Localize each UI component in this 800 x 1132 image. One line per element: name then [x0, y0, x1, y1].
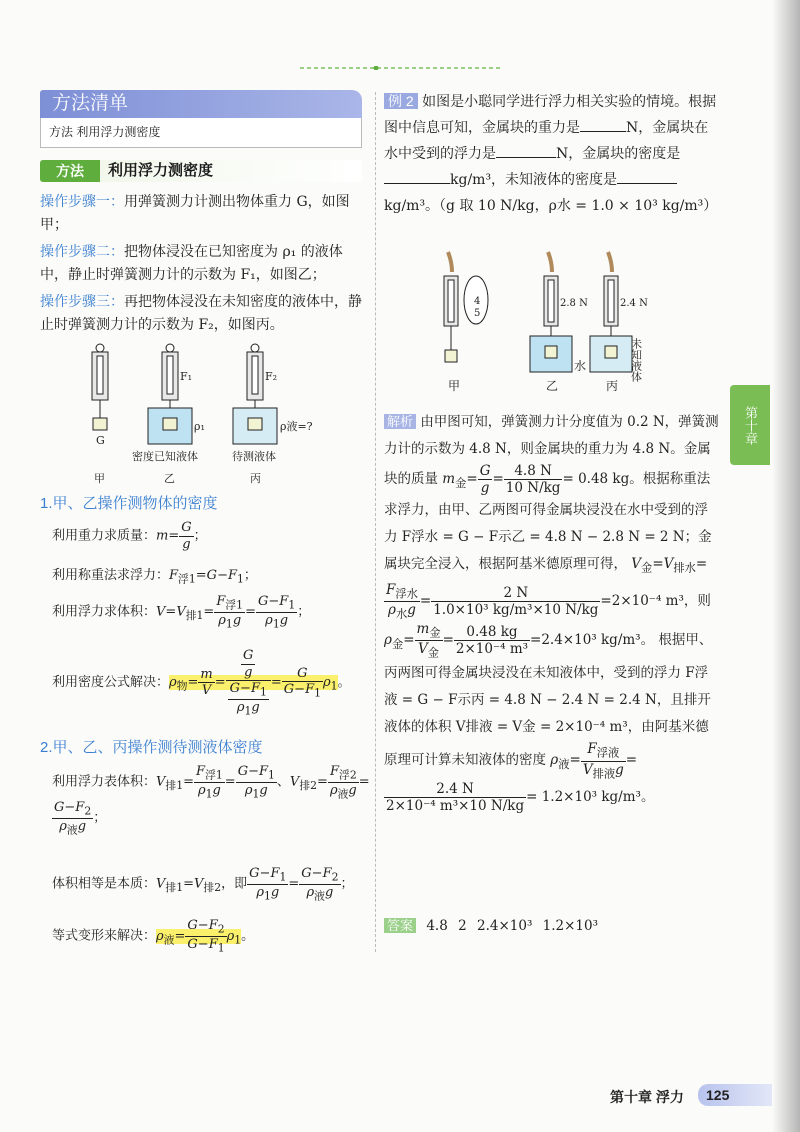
column-divider [375, 92, 376, 952]
formula-label: 利用称重法求浮力： [52, 568, 170, 583]
tick-5: 5 [474, 308, 481, 319]
question-text: 如图是小聪同学进行浮力相关实验的情境。根据图中信息可知，金属块的重力是 [384, 94, 717, 136]
analysis-tag: 解析 [384, 414, 416, 429]
scale-jia-right [444, 252, 488, 362]
formula-liquid-density: 等式变形来解决：$\rho_液=$ $\frac{G-F_2}{G-F_1}$ $\rho_1$。 [52, 918, 255, 955]
formula-label: 利用重力求质量： [52, 528, 157, 544]
analysis-text: = 1.2×10³ kg/m³。 [526, 788, 655, 805]
blank [496, 157, 556, 158]
formula-equal-volume: 体积相等是本质：$V_{排1}=V_{排2}$，即 $\frac{G-F_1}{\rho_1g}$ = $\frac{G-F_2}{\rho_液g}$ ； [52, 866, 354, 903]
label-F1: F₁ [180, 370, 193, 383]
step-2 [40, 240, 366, 287]
example-tag: 例 2 [384, 93, 418, 109]
top-dots-decoration [300, 66, 500, 70]
caption-known-liquid: 密度已知液体 [132, 450, 198, 463]
name-yi: 乙 [164, 472, 175, 485]
section-title: 方法清单 [40, 90, 362, 118]
sub2-title: 2.甲、乙、丙操作测待测液体密度 [40, 739, 263, 756]
name-jia-right: 甲 [448, 379, 461, 393]
blank [617, 183, 677, 184]
caption-test-liquid: 待测液体 [232, 450, 276, 463]
step-1 [40, 190, 366, 237]
answer-1: 4.8 [426, 918, 448, 934]
scale-bing-right [590, 252, 632, 372]
formula-label: 利用浮力表体积： [52, 774, 157, 790]
scale-jia [92, 344, 108, 430]
right-figure [430, 250, 670, 400]
answer-3: 2.4×10³ [476, 918, 533, 934]
reading-bing: 2.4 N [620, 298, 648, 309]
analysis-block: 解析 由甲图可知，弹簧测力计分度值为 0.2 N，弹簧测力计的示数为 4.8 N，则金属块的重力为 4.8 N。金属块的质量 $m_金=$ $\frac{G}{g}$ = $\frac{4.8 N}{10 N/kg}$ = 0.48 kg。根据称重法求浮力，由甲、乙两图可得金属块浸没在水中受到的浮力 F浮水 = G − F示乙 = 4.8 N − 2.8 N = 2 N；金属块完全浸入，根据阿基米德原理可得， $V_金=V_{排水}=$ $\frac{F_{浮水}}{\rho_水g}$ = $\frac{2 N}{\text{1.0×10³ kg/m³×10 N/kg}}$ =2×10⁻⁴ m³，则 $\rho_金=$ $\frac{m_金}{V_金}$ = $\frac{0.48 kg}{\text{2×10⁻⁴ m³}}$ =2.4×10³ kg/m³。 根据甲、丙两图可得金属块浸没在未知液体中，受到的浮力 F浮液 = G − F示丙 = 4.8 N − 2.4 N = 2.4 N，且排开液体的体积 V排液 = V金 = 2×10⁻⁴ m³，由阿基米德原理可计算未知液体的密度 $\rho_液=$ $\frac{F_{浮液}}{V_{排液}g}$ = $\frac{2.4 N}{\text{2×10⁻⁴ m³×10 N/kg}}$ = 1.2×10³ kg/m³。 [384, 414, 719, 814]
blank [580, 131, 626, 132]
footer-chapter: 第十章 浮力 [610, 1089, 684, 1105]
answer-tag: 答案 [384, 918, 416, 933]
left-figure [60, 340, 360, 490]
step-label: 操作步骤一： [40, 193, 124, 209]
step-label: 操作步骤二： [40, 243, 124, 259]
analysis-text: 0.48 kg。根据称重法求浮力，由甲、乙两图可得金属块浸没在水中受到的浮力 F浮水 = G − F示乙 = 4.8 N − 2.8 N = 2 N；金属块完全浸入，根据阿基米德原理可得， [384, 471, 712, 572]
example-question [384, 88, 720, 219]
formula-label: 体积相等是本质： [52, 876, 157, 892]
question-text: N，金属块在水中受到的浮力是 [384, 120, 709, 162]
step-text: 把物体浸没在已知密度为 ρ₁ 的液体中，静止时弹簧测力计的示数为 F₁，如图乙； [40, 244, 343, 283]
question-text: kg/m³。（g 取 10 N/kg，ρ水 = 1.0 × 10³ kg/m³） [384, 198, 718, 214]
step-3 [40, 290, 366, 337]
question-text: N，金属块的密度是 [556, 146, 681, 162]
scale-bing [233, 344, 277, 444]
formula-buoyancy: 利用称重法求浮力：$F_{浮1}=G-F_1$； [52, 568, 257, 586]
name-jia: 甲 [94, 472, 105, 485]
analysis-text: 根据甲、丙两图可得金属块浸没在未知液体中，受到的浮力 F浮液 = G − F示丙 = 4.8 N − 2.4 N = 2.4 N，且排开液体的体积 V排液 = V金 = 2×10⁻⁴ m³，由阿基米德原理可计算未知液体的密度 [384, 632, 713, 769]
liquid-water: 水 [574, 359, 587, 373]
formula-label: 等式变形来解决： [52, 928, 157, 944]
formula-mass: 利用重力求质量：m= $\frac{G}{g}$ ； [52, 520, 207, 552]
tick-4: 4 [474, 296, 481, 307]
answer-4: 1.2×10³ [542, 918, 599, 934]
reading-yi: 2.8 N [560, 298, 588, 309]
liquid-unknown: 未知液体 [629, 338, 643, 382]
name-yi-right: 乙 [546, 379, 559, 393]
formula-volume-2: 利用浮力表体积：$V_{排1}=$ $\frac{F_{浮1}}{\rho_1g}$ = $\frac{G-F_1}{\rho_1g}$ 、$V_{排2}=$ $\frac{F_{浮2}}{\rho_液g}$ = $\frac{G-F_2}{\rho_液g}$ ； [52, 764, 370, 837]
page-number: 125 [698, 1084, 778, 1106]
label-F2: F₂ [265, 370, 278, 383]
page-edge-shadow [772, 0, 800, 1132]
label-rho1: ρ₁ [194, 420, 205, 433]
step-text: 再把物体浸没在未知密度的液体中，静止时弹簧测力计的示数为 F₂，如图丙。 [40, 294, 362, 333]
method-title: 利用浮力测密度 [108, 162, 214, 179]
label-G: G [96, 434, 105, 447]
label-rho-liquid: ρ液=? [280, 420, 313, 433]
formula-volume: 利用浮力求体积：$V=V_{排1}=$ $\frac{F_{浮1}}{\rho_1g}$ = $\frac{G-F_1}{\rho_1g}$ ； [52, 594, 311, 631]
scale-yi-right [530, 252, 572, 372]
chapter-tab: 第十章 [730, 385, 770, 465]
scale-yi [148, 344, 192, 444]
sub1-title: 1.甲、乙操作测物体的密度 [40, 495, 218, 512]
formula-label: 利用密度公式解决： [52, 675, 170, 691]
question-text: kg/m³，未知液体的密度是 [450, 172, 618, 188]
name-bing-right: 丙 [606, 379, 619, 393]
section-subtitle: 方法 利用浮力测密度 [40, 118, 362, 148]
step-label: 操作步骤三： [40, 293, 124, 309]
answer-2: 2 [458, 918, 467, 934]
formula-label: 利用浮力求体积： [52, 604, 157, 620]
analysis-text: 由甲图可知，弹簧测力计分度值为 0.2 N，弹簧测力计的示数为 4.8 N，则金属块的重力为 4.8 N。金属块的质量 [384, 414, 719, 488]
step-text: 用弹簧测力计测出物体重力 G，如图甲； [40, 194, 350, 233]
name-bing: 丙 [250, 472, 261, 485]
method-tag: 方法 [40, 160, 100, 182]
blank [384, 183, 450, 184]
formula-density: 利用密度公式解决：$\rho_物=$ $\frac{m}{V}$ = $\frac{\frac{G}{g}}{\frac{G-F_1}{\rho_1g}}$ = $\frac{G}{G-F_1}$ $\rho_1$。 [52, 648, 351, 718]
answer-line [384, 914, 598, 938]
